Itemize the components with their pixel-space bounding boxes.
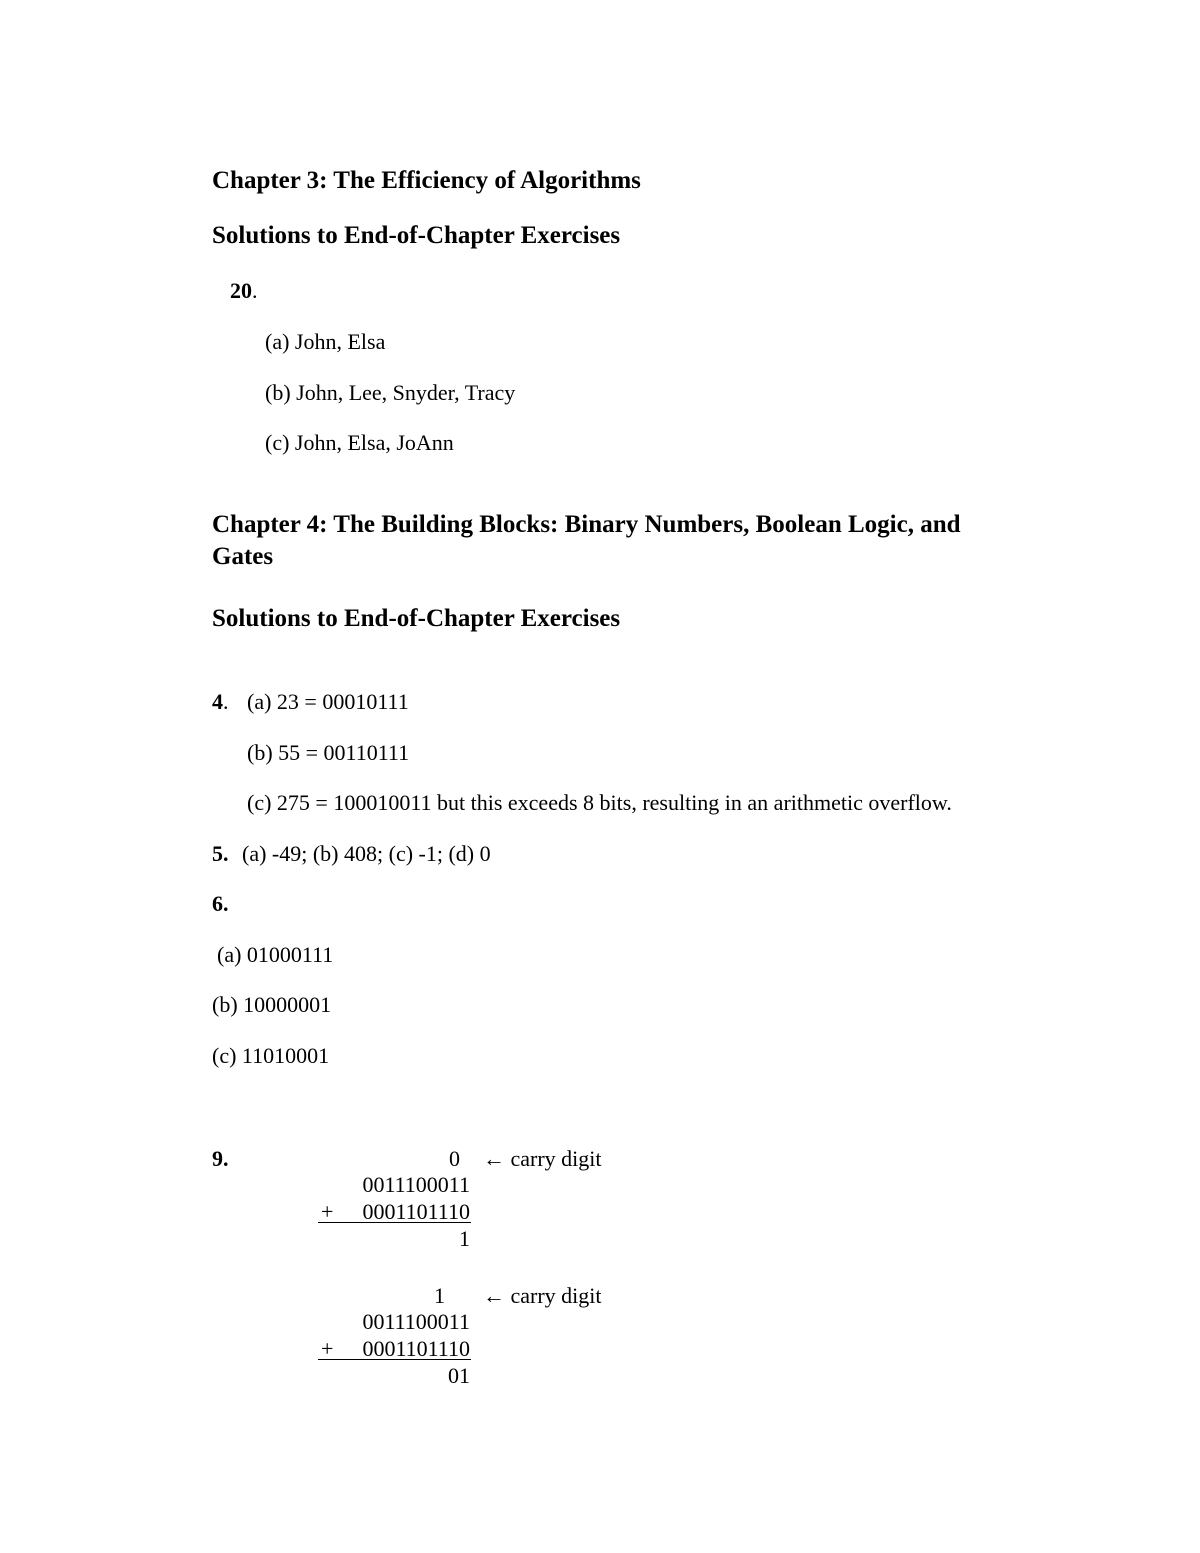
question-20-number-text: 20 (230, 278, 252, 303)
addition-1-plus-sign: + (321, 1199, 334, 1224)
addition-2-operand-2: 0001101110 (362, 1336, 470, 1361)
addition-1-result: 1 (459, 1226, 470, 1251)
question-20-dot: . (252, 278, 258, 303)
addition-2-carry: 1 (434, 1283, 445, 1308)
question-4-answer-b: (b) 55 = 00110111 (247, 740, 410, 765)
question-6-answer-c: (c) 11010001 (212, 1043, 330, 1068)
question-6-answer-a: (a) 01000111 (217, 942, 334, 967)
chapter-4-subtitle: Solutions to End-of-Chapter Exercises (212, 605, 621, 632)
addition-1-operand-1: 0011100011 (362, 1172, 470, 1197)
addition-2-plus-sign: + (321, 1336, 334, 1361)
addition-1-operand-2: 0001101110 (362, 1199, 470, 1224)
chapter-3-subtitle: Solutions to End-of-Chapter Exercises (212, 222, 621, 249)
question-9-number: 9. (212, 1146, 229, 1171)
question-4-dot: . (223, 689, 229, 714)
chapter-4-title-line-1: Chapter 4: The Building Blocks: Binary Numbers, Boolean Logic, and (212, 511, 961, 538)
question-4-answer-c: (c) 275 = 100010011 but this exceeds 8 bits, resulting in an arithmetic overflow. (247, 790, 952, 815)
chapter-3-title: Chapter 3: The Efficiency of Algorithms (212, 167, 641, 194)
question-20-answer-b: (b) John, Lee, Snyder, Tracy (265, 380, 516, 405)
question-4-answer-a: (a) 23 = 00010111 (247, 689, 409, 714)
chapter-4-title-line-2: Gates (212, 543, 274, 570)
addition-2-carry-note: ← carry digit (483, 1283, 602, 1308)
question-20-number (230, 278, 258, 304)
question-20-answer-a: (a) John, Elsa (265, 329, 386, 354)
addition-1-carry: 0 (449, 1146, 460, 1171)
question-6-number: 6. (212, 891, 229, 916)
question-4-number (212, 689, 229, 715)
question-20-answer-c: (c) John, Elsa, JoAnn (265, 430, 454, 455)
question-6-answer-b: (b) 10000001 (212, 992, 332, 1017)
addition-2-result: 01 (448, 1363, 470, 1388)
question-5-number: 5. (212, 841, 229, 866)
addition-1-carry-note: ← carry digit (483, 1146, 602, 1171)
addition-1-sum-line (318, 1222, 471, 1223)
addition-2-sum-line (318, 1359, 471, 1360)
question-4-number-text: 4 (212, 689, 223, 714)
addition-2-operand-1: 0011100011 (362, 1309, 470, 1334)
question-5-answer: (a) -49; (b) 408; (c) -1; (d) 0 (242, 841, 491, 866)
